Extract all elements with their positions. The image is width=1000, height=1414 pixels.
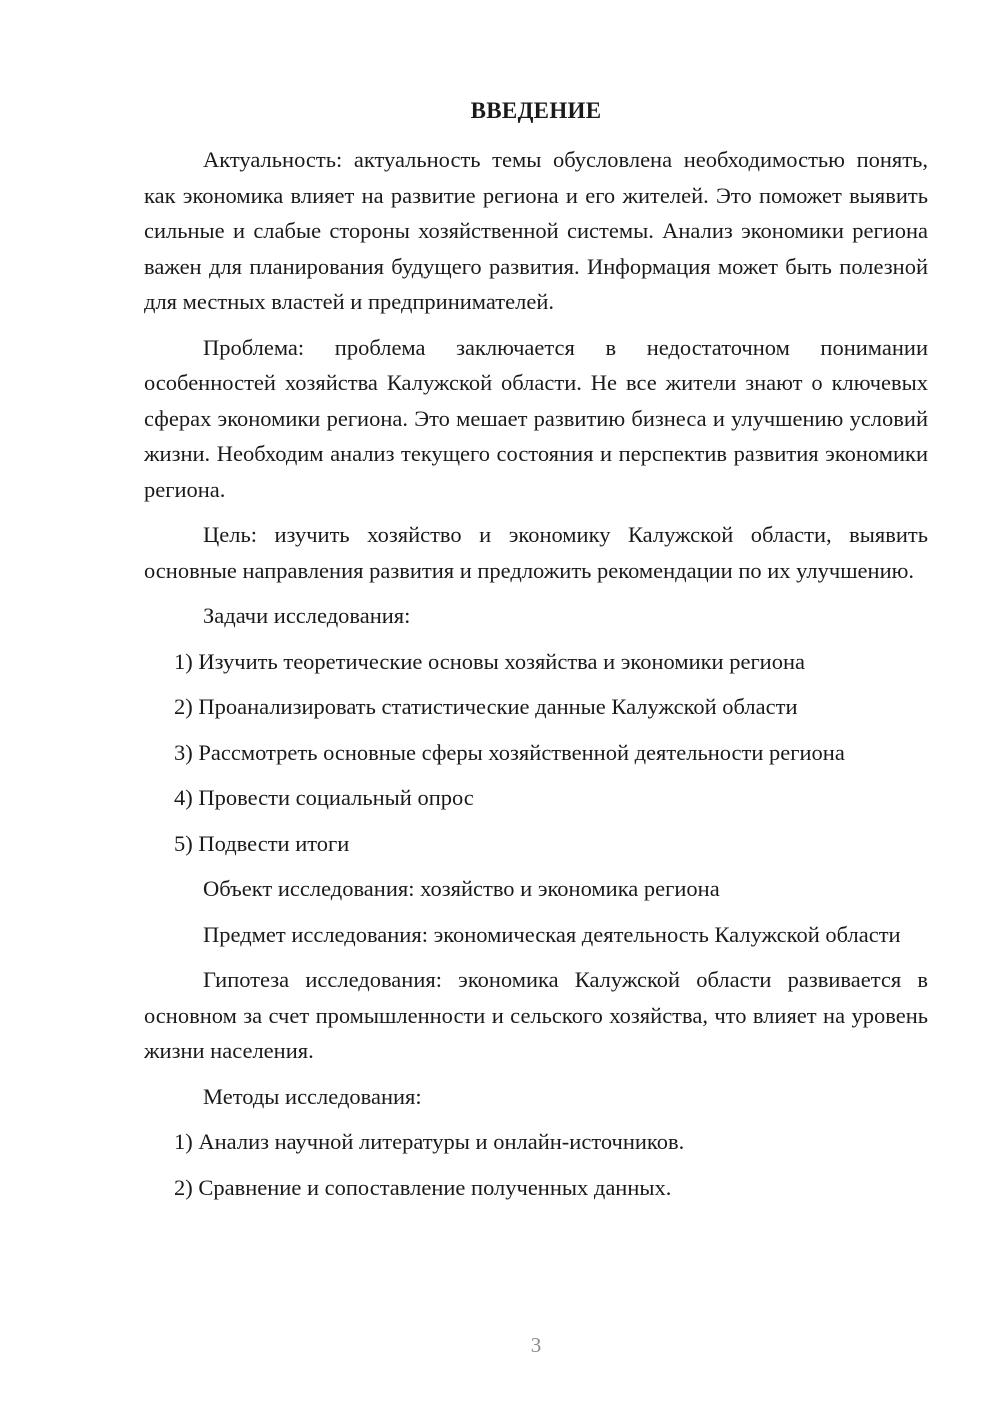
- task-item-1: 1) Изучить теоретические основы хозяйства и экономики региона: [174, 648, 805, 674]
- method-item-2: 2) Сравнение и сопоставление полученных данных.: [174, 1174, 672, 1200]
- goal-paragraph: Цель: изучить хозяйство и экономику Калужской области, выявить основные направления развития и предложить рекомендации по их улучшению.: [144, 522, 928, 583]
- subject-paragraph: Предмет исследования: экономическая деятельность Калужской области: [203, 921, 901, 947]
- relevance-paragraph: Актуальность: актуальность темы обусловлена необходимостью понять, как экономика влияет на развитие региона и его жителей. Это поможет выявить сильные и слабые стороны хозяйственной системы. Анализ экономики региона важен для планирования будущего развития. Информация может быть полезной для местных властей и предпринимателей.: [144, 147, 928, 314]
- problem-paragraph: Проблема: проблема заключается в недостаточном понимании особенностей хозяйства Калужской области. Не все жители знают о ключевых сферах экономики региона. Это мешает развитию бизнеса и улучшению условий жизни. Необходим анализ текущего состояния и перспектив развития экономики региона.: [144, 334, 928, 502]
- method-item-1: 1) Анализ научной литературы и онлайн-источников.: [174, 1129, 685, 1154]
- task-item-2: 2) Проанализировать статистические данные Калужской области: [174, 694, 798, 719]
- task-item-3: 3) Рассмотреть основные сферы хозяйственной деятельности региона: [174, 739, 845, 765]
- section-heading: ВВЕДЕНИЕ: [470, 98, 602, 123]
- task-item-5: 5) Подвести итоги: [174, 830, 350, 856]
- task-item-4: 4) Провести социальный опрос: [174, 785, 474, 810]
- methods-title: Методы исследования:: [203, 1083, 422, 1109]
- page-number: 3: [530, 1333, 542, 1357]
- hypothesis-paragraph: Гипотеза исследования: экономика Калужской области развивается в основном за счет промышленности и сельского хозяйства, что влияет на уровень жизни населения.: [144, 967, 928, 1063]
- tasks-title: Задачи исследования:: [203, 603, 411, 628]
- introduction-body: [144, 142, 928, 1205]
- object-paragraph: Объект исследования: хозяйство и экономика региона: [203, 876, 720, 901]
